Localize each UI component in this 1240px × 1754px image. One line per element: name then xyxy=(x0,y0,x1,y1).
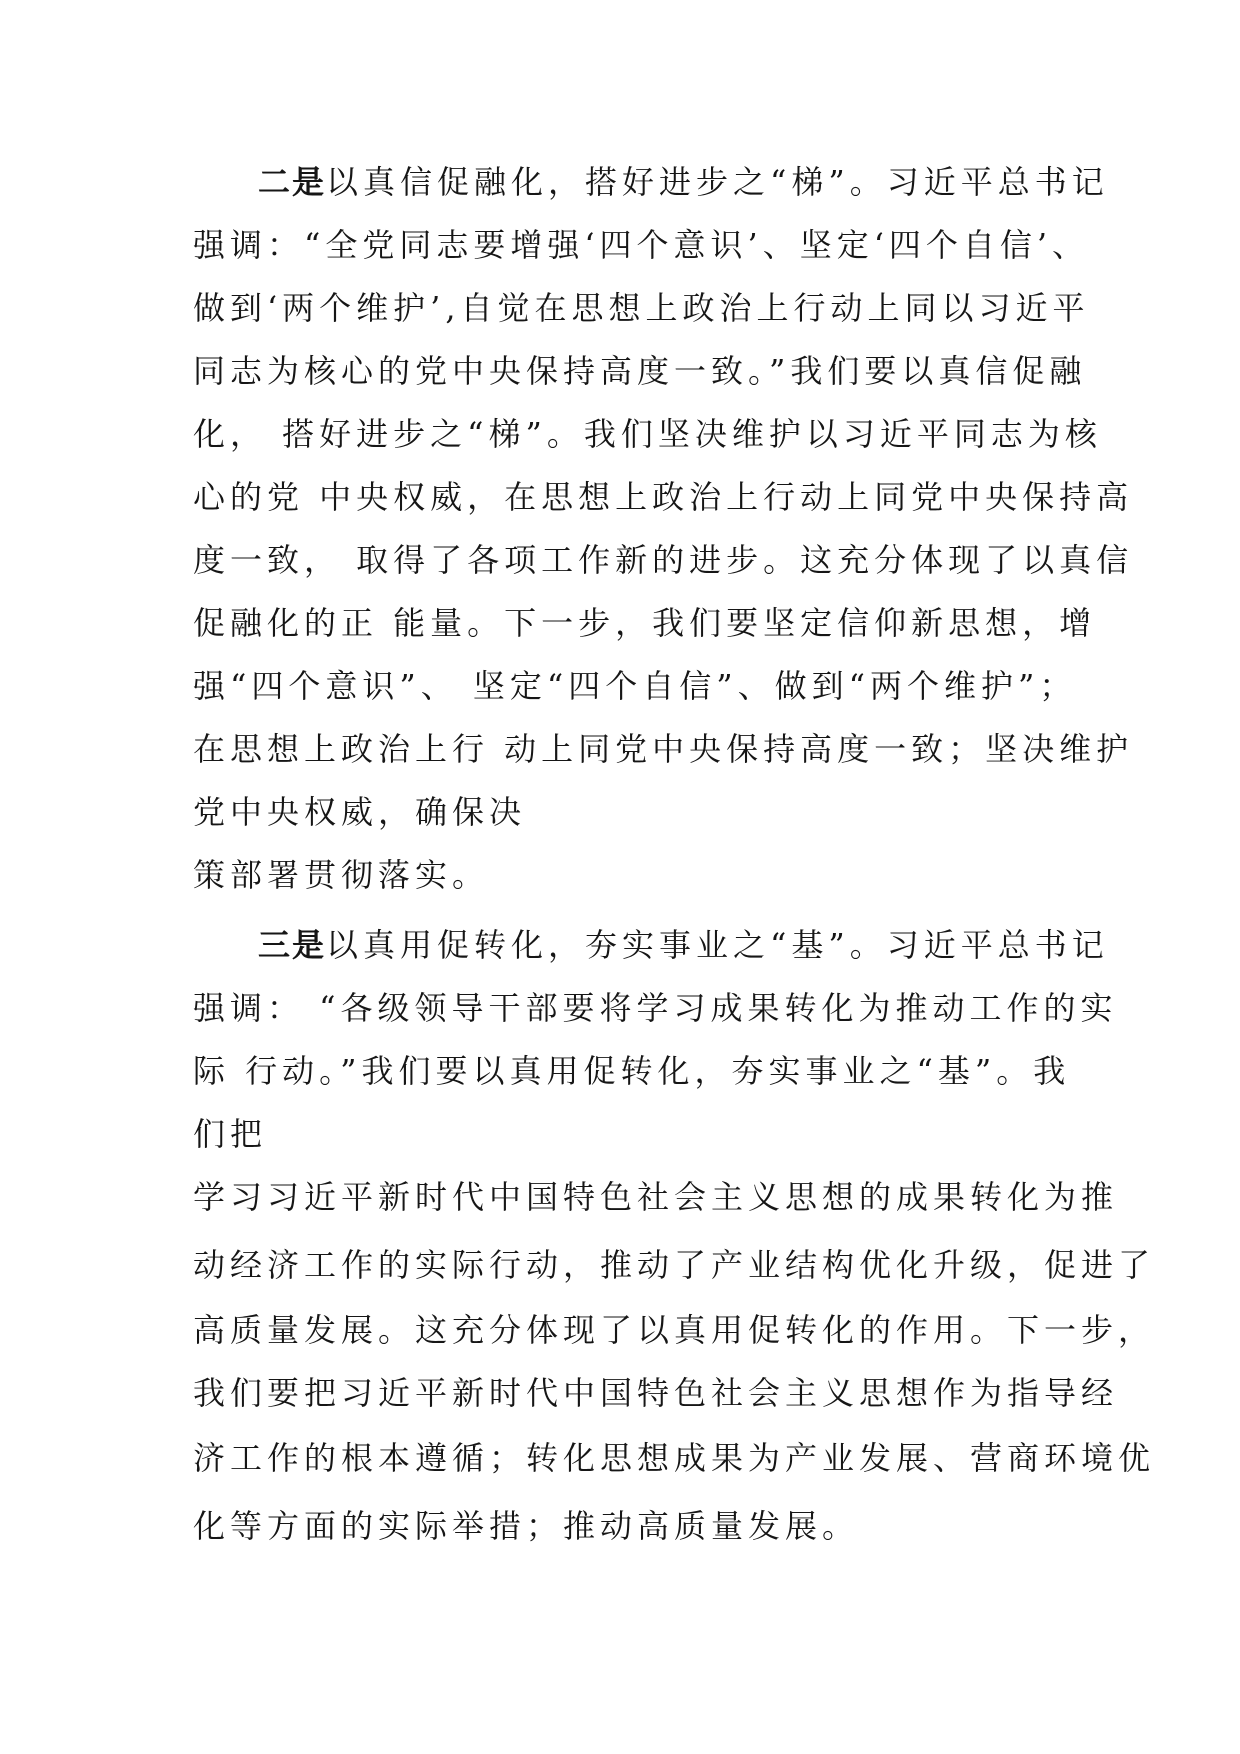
paragraph-3-line-2: 强调： “各级领导干部要将学习成果转化为推动工作的实 xyxy=(193,989,1118,1027)
paragraph-2-line-10: 在思想上政治上行 动上同党中央保持高度一致；坚决维护 xyxy=(193,730,1134,768)
paragraph-2-line-12: 策部署贯彻落实。 xyxy=(193,856,490,894)
paragraph-2-line-5: 化， 搭好进步之“梯”。我们坚决维护以习近平同志为核 xyxy=(193,415,1102,453)
paragraph-2-line-2: 强调：“全党同志要增强‘四个意识’、坚定‘四个自信’、 xyxy=(193,226,1090,264)
paragraph-2-line-6: 心的党 中央权威，在思想上政治上行动上同党中央保持高 xyxy=(193,478,1134,516)
paragraph-2-line-4: 同志为核心的党中央保持高度一致。”我们要以真信促融 xyxy=(193,352,1087,390)
paragraph-3-line-3: 际 行动。”我们要以真用促转化，夯实事业之“基”。我 xyxy=(193,1052,1071,1090)
paragraph-3-line-9: 济工作的根本遵循；转化思想成果为产业发展、营商环境优 xyxy=(193,1439,1156,1477)
paragraph-3-text: 以真用促转化，夯实事业之“基”。习近平总书记 xyxy=(326,926,1109,964)
paragraph-3-line-4: 们把 xyxy=(193,1115,268,1153)
paragraph-3-lead: 三是 xyxy=(258,926,327,964)
paragraph-3-line-5: 学习习近平新时代中国特色社会主义思想的成果转化为推 xyxy=(193,1178,1119,1216)
paragraph-2-lead: 二是 xyxy=(258,163,327,201)
paragraph-2-line-3: 做到‘两个维护’,自觉在思想上政治上行动上同以习近平 xyxy=(193,289,1090,327)
paragraph-2-text: 以真信促融化，搭好进步之“梯”。习近平总书记 xyxy=(326,163,1109,201)
paragraph-2-line-8: 促融化的正 能量。下一步，我们要坚定信仰新思想，增 xyxy=(193,604,1097,642)
paragraph-3-line-10: 化等方面的实际举措；推动高质量发展。 xyxy=(193,1507,860,1545)
paragraph-3-line-7: 高质量发展。这充分体现了以真用促转化的作用。下一步， xyxy=(193,1311,1156,1349)
paragraph-3-line-1 xyxy=(258,925,1109,965)
paragraph-2-line-1 xyxy=(258,162,1109,202)
paragraph-3-line-6: 动经济工作的实际行动，推动了产业结构优化升级，促进了 xyxy=(193,1246,1156,1284)
paragraph-2-line-7: 度一致， 取得了各项工作新的进步。这充分体现了以真信 xyxy=(193,541,1134,579)
paragraph-2-line-9: 强“四个意识”、 坚定“四个自信”、做到“两个维护”； xyxy=(193,667,1077,705)
paragraph-2-line-11: 党中央权威，确保决 xyxy=(193,793,527,831)
paragraph-3-line-8: 我们要把习近平新时代中国特色社会主义思想作为指导经 xyxy=(193,1374,1119,1412)
